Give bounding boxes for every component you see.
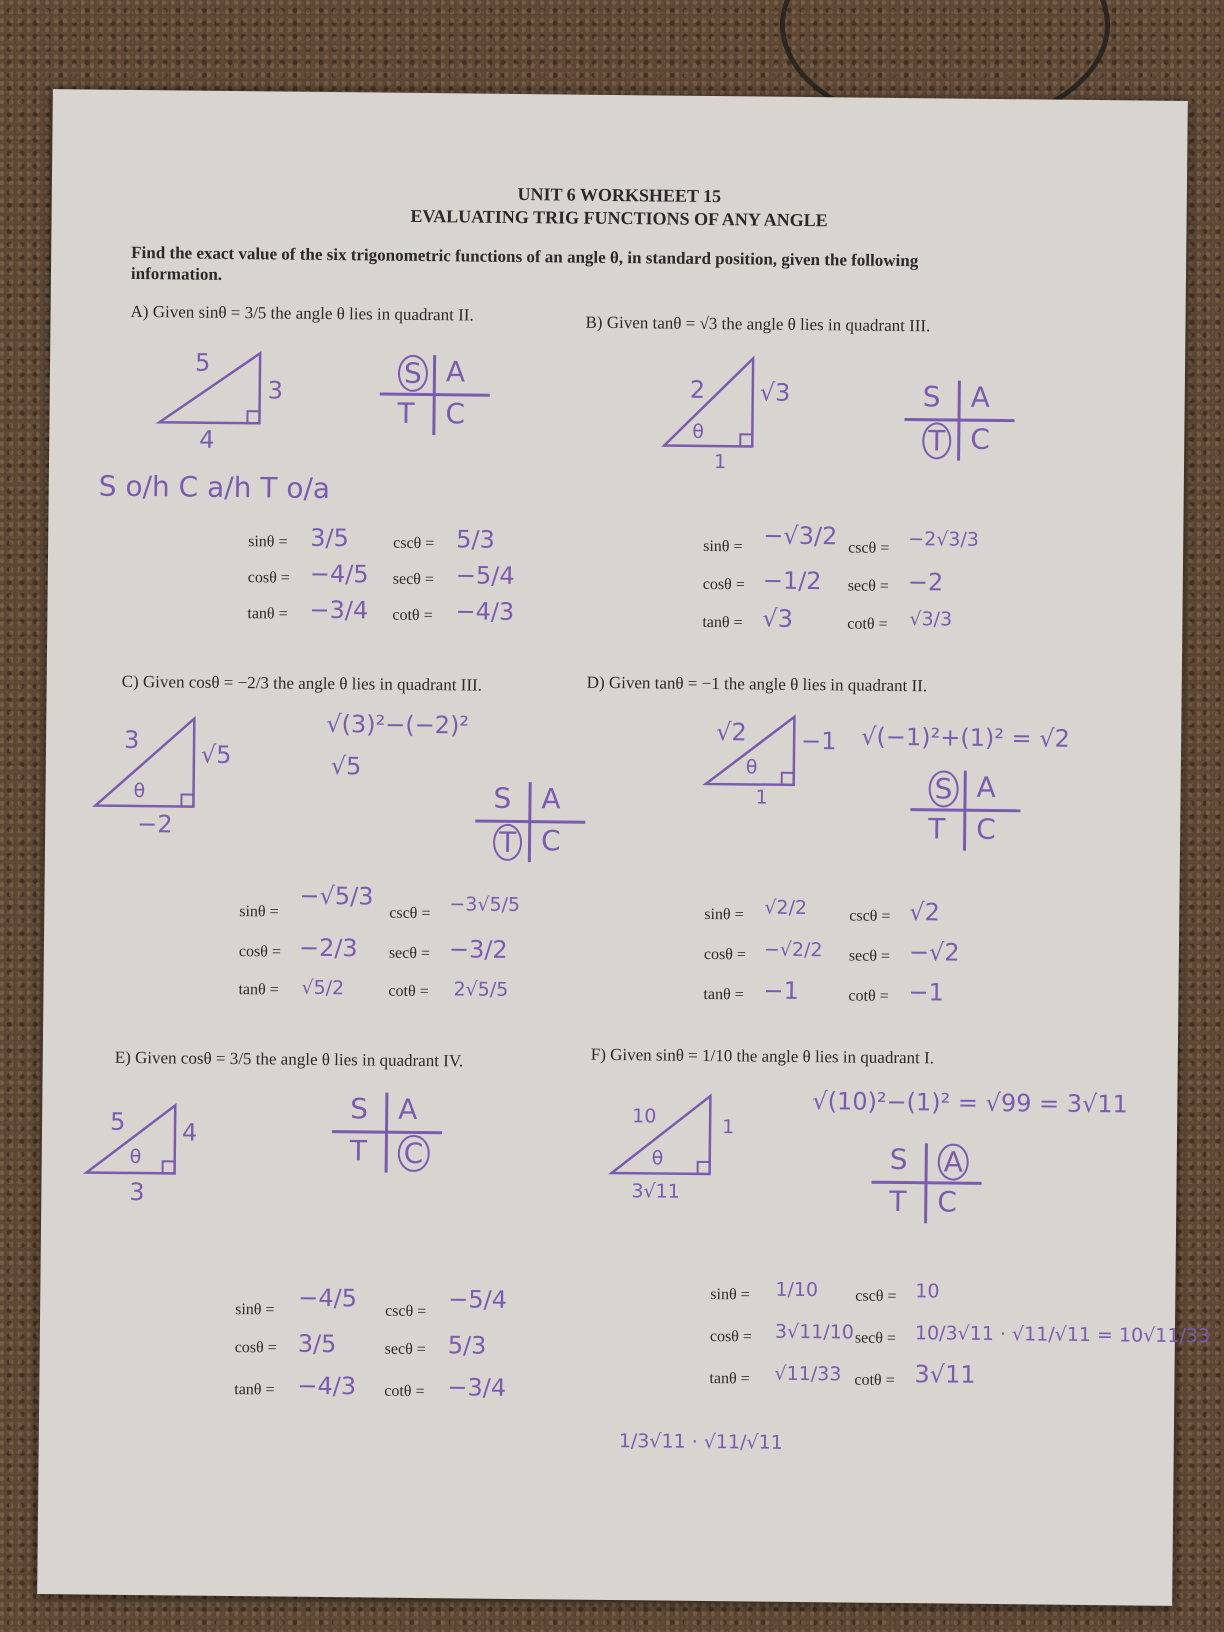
- problem-f-tan: √11/33: [774, 1362, 842, 1386]
- problem-b-tan-label: tanθ =: [702, 613, 743, 632]
- problem-f-sec: 10/3√11 · √11/√11 = 10√11/33: [914, 1322, 1211, 1348]
- instructions: Find the exact value of the six trigonometric functions of an angle θ, in standard position, given the following information.: [130, 242, 919, 284]
- problem-b-cos: −1/2: [762, 566, 822, 596]
- problem-d-sec-label: secθ =: [848, 947, 891, 965]
- problem-a-tan: −3/4: [309, 595, 369, 625]
- problem-f-sin: 1/10: [775, 1278, 819, 1302]
- problem-f-csc-label: cscθ =: [855, 1287, 897, 1305]
- problem-d-csc-label: cscθ =: [849, 907, 891, 925]
- problem-f-cos-label: cosθ =: [709, 1328, 752, 1346]
- quadrant-s: S: [493, 781, 512, 815]
- problem-f-opp: 1: [721, 1116, 735, 1139]
- problem-a-astc-chart: [379, 355, 490, 436]
- problem-e-cot: −3/4: [447, 1373, 507, 1402]
- problem-e-adj: 3: [129, 1177, 145, 1207]
- problem-f-adj: 3√11: [631, 1180, 680, 1203]
- problem-b-angle: θ: [692, 420, 705, 443]
- problem-f-sec-label: secθ =: [854, 1329, 897, 1347]
- quadrant-a: A: [445, 355, 466, 389]
- problem-e-csc-label: cscθ =: [385, 1302, 427, 1321]
- problem-b-tan: √3: [762, 604, 794, 633]
- problem-d-angle: θ: [745, 756, 758, 779]
- quadrant-t: T: [397, 396, 415, 430]
- problem-c-cot-label: cotθ =: [388, 982, 429, 1001]
- problem-a-triangle: [159, 352, 270, 423]
- worksheet-subtitle: EVALUATING TRIG FUNCTIONS OF ANY ANGLE: [410, 205, 828, 231]
- problem-d-cot-label: cotθ =: [848, 987, 889, 1005]
- problem-c-opp: √5: [200, 740, 232, 770]
- problem-b-opp: √3: [759, 378, 791, 407]
- problem-b-cot-label: cotθ =: [847, 615, 888, 633]
- problem-a-cot: −4/3: [455, 597, 515, 626]
- problem-e-angle: θ: [129, 1145, 142, 1169]
- problem-a-csc-label: cscθ =: [393, 534, 435, 553]
- problem-c-sec: −3/2: [448, 935, 508, 964]
- quadrant-a: A: [976, 770, 996, 805]
- quadrant-s: S: [398, 355, 428, 392]
- problem-f-tan-label: tanθ =: [709, 1370, 750, 1388]
- problem-b-hyp: 2: [689, 375, 706, 404]
- problem-a-tan-label: tanθ =: [247, 605, 288, 623]
- problem-a-cot-label: cotθ =: [392, 606, 433, 625]
- problem-f-sin-label: sinθ =: [710, 1286, 750, 1304]
- problem-d-work: √(−1)²+(1)² = √2: [861, 722, 1070, 753]
- quadrant-a: A: [970, 380, 991, 414]
- problem-c-cos-label: cosθ =: [238, 943, 281, 961]
- problem-f-angle: θ: [651, 1147, 664, 1170]
- problem-e-csc: −5/4: [448, 1285, 508, 1314]
- problem-b-sin: −√3/2: [763, 521, 838, 551]
- problem-f-prompt: F) Given sinθ = 1/10 the angle θ lies in quadrant I.: [590, 1044, 935, 1068]
- problem-f-cot-label: cotθ =: [854, 1371, 895, 1389]
- quadrant-s: S: [889, 1142, 908, 1177]
- quadrant-s: S: [928, 770, 958, 807]
- problem-c-tan: √5/2: [301, 976, 345, 1000]
- problem-a-cos-label: cosθ =: [247, 569, 290, 587]
- problem-a-sec-label: secθ =: [392, 570, 435, 589]
- problem-d-sin-label: sinθ =: [704, 905, 744, 924]
- problem-b-sec: −2: [907, 568, 944, 597]
- problem-d-sec: −√2: [908, 938, 960, 967]
- problem-e-hyp: 5: [109, 1107, 126, 1136]
- quadrant-t: T: [922, 422, 951, 459]
- problem-e-sin: −4/5: [298, 1283, 358, 1313]
- problem-e-prompt: E) Given cosθ = 3/5 the angle θ lies in quadrant IV.: [114, 1047, 464, 1071]
- problem-b-prompt: B) Given tanθ = √3 the angle θ lies in quadrant III.: [585, 312, 931, 336]
- quadrant-t: T: [889, 1184, 907, 1219]
- problem-d-csc: √2: [909, 898, 941, 927]
- problem-a-prompt: A) Given sinθ = 3/5 the angle θ lies in quadrant II.: [130, 301, 474, 325]
- problem-b-astc-chart: [904, 380, 1015, 461]
- problem-d-tan-label: tanθ =: [703, 985, 744, 1004]
- problem-d-adj: 1: [755, 786, 768, 809]
- problem-c-astc-chart: [475, 782, 586, 863]
- quadrant-c: C: [540, 824, 561, 858]
- problem-a-csc: 5/3: [456, 525, 495, 554]
- problem-e-astc-chart: [332, 1092, 443, 1173]
- problem-f-work: √(10)²−(1)² = √99 = 3√11: [812, 1087, 1129, 1119]
- problem-a-cos: −4/5: [309, 559, 369, 589]
- problem-c-tan-label: tanθ =: [238, 981, 279, 999]
- problem-d-sin: √2/2: [764, 896, 808, 920]
- problem-b-cot: √3/3: [909, 608, 953, 631]
- worksheet-title: UNIT 6 WORKSHEET 15: [517, 183, 722, 207]
- problem-f-cos: 3√11/10: [774, 1320, 855, 1344]
- problem-e-cos: 3/5: [297, 1329, 337, 1359]
- problem-a-sin-label: sinθ =: [248, 533, 288, 551]
- problem-d-tan: −1: [763, 976, 800, 1005]
- problem-f-scratch: 1/3√11 · √11/√11: [618, 1430, 783, 1454]
- quadrant-c: C: [970, 422, 991, 456]
- problem-d-opp: −1: [800, 726, 837, 756]
- problem-c-csc: −3√5/5: [449, 893, 521, 917]
- problem-b-csc-label: cscθ =: [848, 539, 890, 557]
- quadrant-c: C: [976, 812, 996, 847]
- problem-a-hyp: 5: [194, 348, 211, 377]
- problem-c-work2: √5: [330, 752, 362, 781]
- problem-d-cot: −1: [908, 978, 945, 1007]
- problem-c-angle: θ: [133, 779, 146, 803]
- problem-b-triangle: [664, 358, 755, 449]
- problem-f-cot: 3√11: [914, 1360, 976, 1389]
- problem-d-astc-chart: [910, 770, 1021, 851]
- problem-c-hyp: 3: [123, 725, 140, 755]
- problem-c-prompt: C) Given cosθ = −2/3 the angle θ lies in quadrant III.: [121, 671, 483, 695]
- problem-c-work1: √(3)²−(−2)²: [326, 709, 470, 740]
- problem-e-cot-label: cotθ =: [384, 1382, 425, 1401]
- problem-d-prompt: D) Given tanθ = −1 the angle θ lies in quadrant II.: [586, 672, 928, 696]
- quadrant-a: A: [398, 1092, 418, 1126]
- problem-c-cos: −2/3: [298, 933, 358, 963]
- problem-d-hyp: √2: [716, 718, 747, 747]
- problem-b-sin-label: sinθ =: [703, 537, 743, 556]
- quadrant-t: T: [493, 824, 522, 861]
- problem-a-adj: 4: [199, 425, 215, 454]
- problem-c-triangle: [95, 718, 196, 809]
- problem-c-sin-label: sinθ =: [239, 903, 279, 921]
- problem-f-csc: 10: [915, 1280, 940, 1303]
- quadrant-t: T: [928, 812, 946, 846]
- problem-d-cos-label: cosθ =: [703, 945, 746, 964]
- problem-b-cos-label: cosθ =: [702, 575, 745, 594]
- problem-a-sohcahtoa: S o/h C a/h T o/a: [98, 469, 331, 506]
- problem-f-hyp: 10: [632, 1105, 657, 1128]
- problem-e-sin-label: sinθ =: [235, 1301, 275, 1319]
- worksheet-page: [37, 89, 1211, 1606]
- quadrant-c: C: [445, 397, 466, 431]
- problem-b-csc: −2√3/3: [908, 528, 980, 551]
- quadrant-a: A: [541, 782, 561, 816]
- problem-a-sec: −5/4: [455, 561, 515, 590]
- problem-b-adj: 1: [713, 451, 727, 474]
- problem-d-cos: −√2/2: [763, 938, 823, 962]
- problem-a-sin: 3/5: [310, 523, 349, 553]
- quadrant-s: S: [922, 380, 941, 414]
- problem-e-sec-label: secθ =: [384, 1340, 426, 1359]
- problem-c-cot: 2√5/5: [453, 978, 509, 1001]
- quadrant-c: C: [937, 1185, 958, 1219]
- problem-b-sec-label: secθ =: [847, 577, 889, 595]
- quadrant-c: C: [398, 1135, 430, 1172]
- problem-e-opp: 4: [181, 1118, 198, 1147]
- problem-c-adj: −2: [137, 810, 173, 839]
- quadrant-s: S: [350, 1092, 369, 1126]
- problem-e-sec: 5/3: [447, 1331, 487, 1360]
- problem-f-astc-chart: [871, 1143, 982, 1224]
- quadrant-t: T: [349, 1134, 368, 1168]
- problem-c-sin: −√5/3: [299, 881, 374, 911]
- problem-e-tan: −4/3: [297, 1371, 357, 1401]
- problem-e-tan-label: tanθ =: [234, 1381, 275, 1399]
- problem-a-opp: 3: [267, 376, 284, 405]
- problem-c-csc-label: cscθ =: [389, 904, 431, 923]
- problem-c-sec-label: secθ =: [388, 944, 431, 963]
- problem-e-cos-label: cosθ =: [234, 1339, 277, 1357]
- quadrant-a: A: [938, 1143, 970, 1180]
